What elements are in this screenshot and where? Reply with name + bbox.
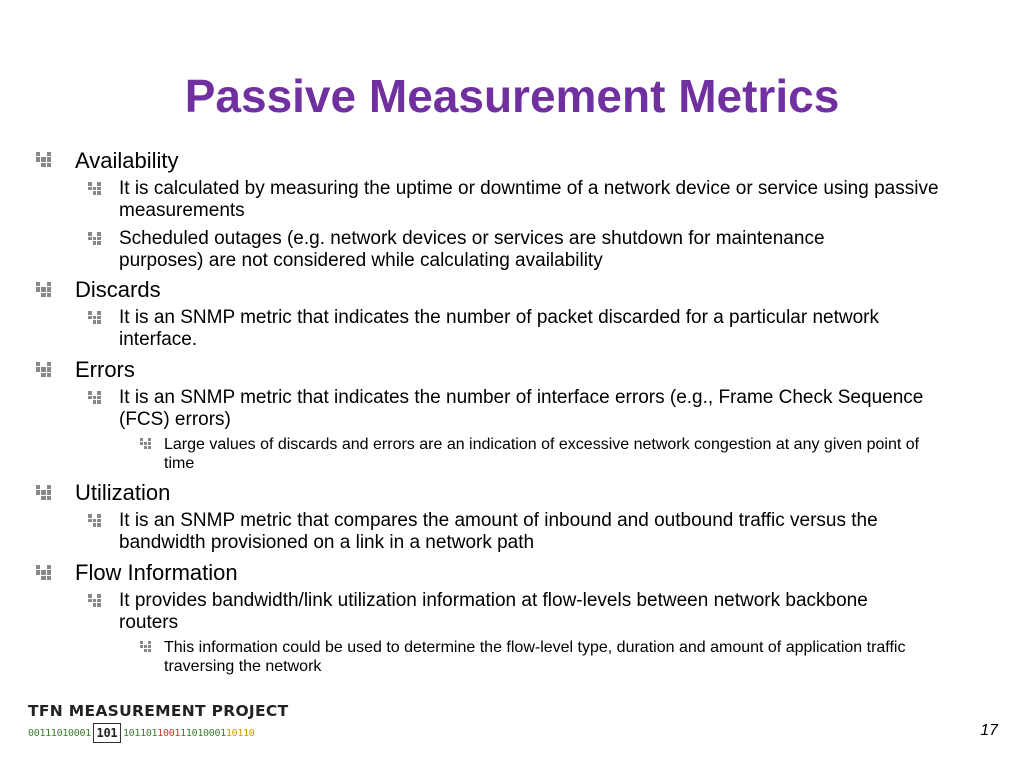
- logo-binary-right: 101101: [122, 727, 158, 739]
- bullet-level1: Errors: [75, 357, 135, 382]
- bullet-level2: It is an SNMP metric that indicates the number of packet discarded for a particular network interface.: [119, 307, 879, 350]
- bullet-level3: Large values of discards and errors are an indication of excessive network congestion at any given point of time: [164, 436, 920, 472]
- bullet-level1: Flow Information: [75, 560, 238, 585]
- bullet-level1: Discards: [75, 277, 161, 302]
- logo-binary-right: 10110: [225, 727, 255, 739]
- bullet-marker-icon: [36, 362, 51, 377]
- bullet-marker-icon: [36, 152, 51, 167]
- logo-binary-right: 1001: [157, 727, 181, 739]
- bullet-marker-icon: [36, 282, 51, 297]
- bullet-marker-icon: [140, 438, 151, 449]
- bullet-level2: It is an SNMP metric that compares the amount of inbound and outbound traffic versus the bandwidth provisioned on a link in a network path: [119, 510, 878, 553]
- bullet-marker-icon: [36, 485, 51, 500]
- bullet-marker-icon: [88, 232, 101, 245]
- bullet-level2: It provides bandwidth/link utilization information at flow-levels between network backbone routers: [119, 590, 868, 633]
- bullet-marker-icon: [88, 514, 101, 527]
- logo-box: 101: [93, 723, 121, 743]
- tfn-logo: [28, 702, 298, 748]
- bullet-level3: This information could be used to determine the flow-level type, duration and amount of application traffic traversing the network: [164, 639, 906, 675]
- bullet-marker-icon: [140, 641, 151, 652]
- page-number: 17: [980, 722, 998, 739]
- slide-title: Passive Measurement Metrics: [184, 70, 840, 122]
- bullet-marker-icon: [36, 565, 51, 580]
- bullet-level1: Utilization: [75, 480, 171, 505]
- bullet-marker-icon: [88, 311, 101, 324]
- bullet-level2: It is calculated by measuring the uptime or downtime of a network device or service using passive measurements: [119, 178, 939, 221]
- logo-binary-strip: [28, 723, 298, 743]
- logo-title: TFN MEASUREMENT PROJECT: [28, 702, 289, 720]
- bullet-marker-icon: [88, 182, 101, 195]
- bullet-level2: It is an SNMP metric that indicates the number of interface errors (e.g., Frame Check Sequence (FCS) errors): [119, 387, 924, 430]
- bullet-marker-icon: [88, 594, 101, 607]
- logo-binary-right: 11010001: [180, 727, 226, 739]
- logo-binary-left: 00111010001: [28, 727, 91, 739]
- bullet-level1: Availability: [75, 148, 179, 173]
- bullet-marker-icon: [88, 391, 101, 404]
- bullet-level2: Scheduled outages (e.g. network devices or services are shutdown for maintenance purposes) are not considered while calculating availability: [119, 228, 825, 271]
